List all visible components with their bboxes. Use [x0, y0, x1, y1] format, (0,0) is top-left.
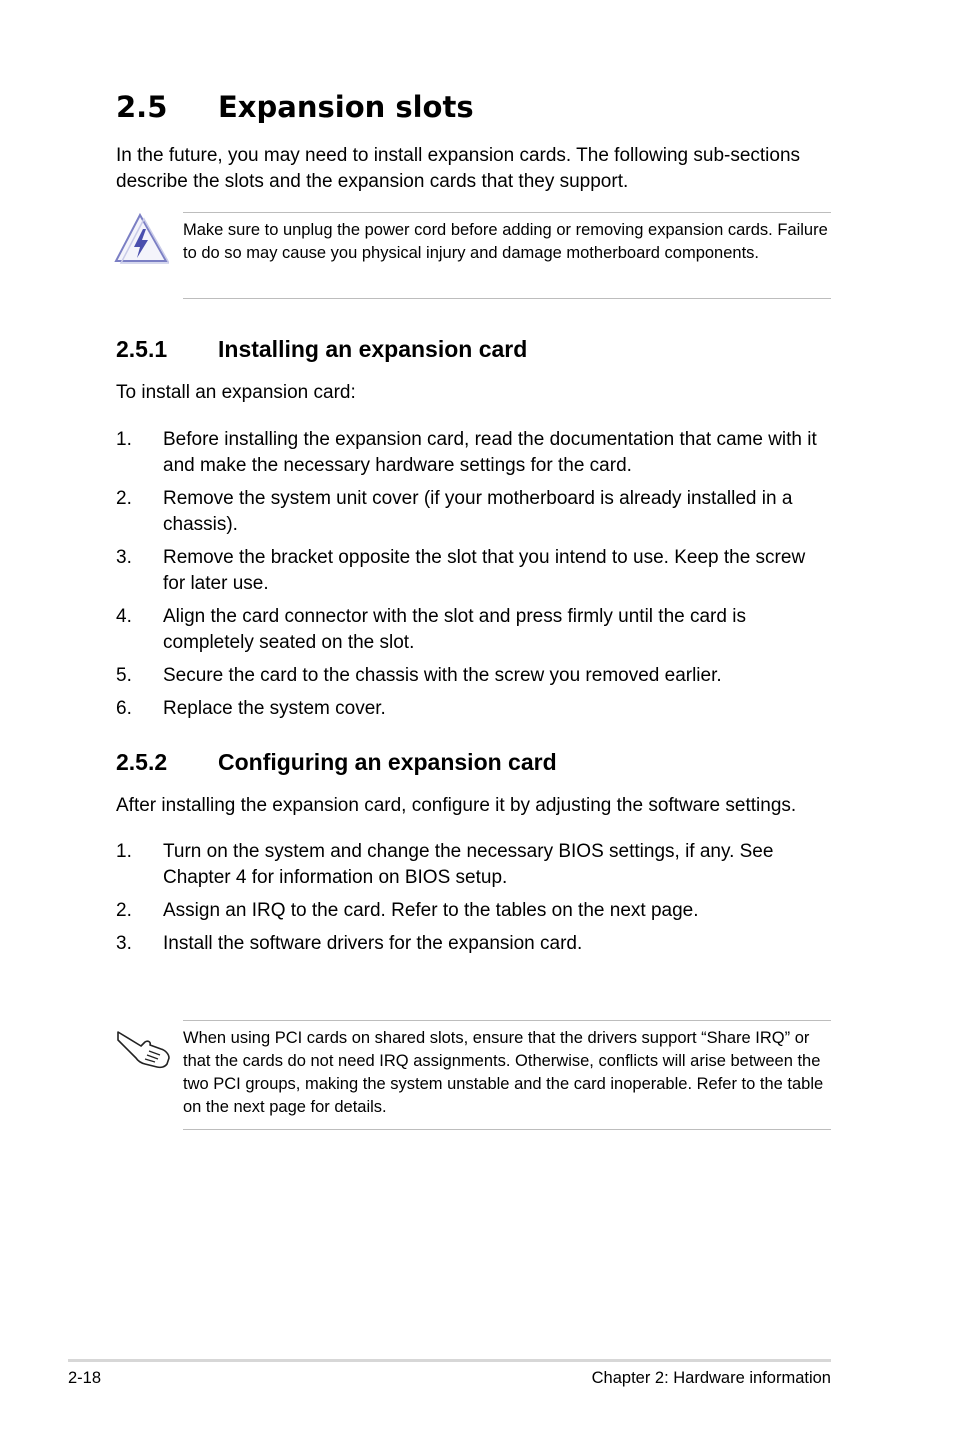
subsection-title: Configuring an expansion card — [218, 749, 557, 775]
intro-paragraph: In the future, you may need to install expansion cards. The following sub-sections describe the slots and the expansion cards that they support. — [116, 145, 801, 192]
subsection-number: 2.5.2 — [116, 749, 168, 775]
section-number: 2.5 — [116, 90, 168, 124]
list-item: 1. Before installing the expansion card, read the documentation that came with it and make the necessary hardware settings for the card. — [116, 429, 817, 476]
info-note — [183, 1020, 831, 1130]
warning-lightning-icon — [113, 212, 169, 269]
list-item: 3. Remove the bracket opposite the slot that you intend to use. Keep the screw for later use. — [116, 547, 806, 594]
install-lead: To install an expansion card: — [116, 382, 356, 403]
list-item: 1. Turn on the system and change the necessary BIOS settings, if any. See Chapter 4 for information on BIOS setup. — [116, 841, 774, 888]
subsection-title: Installing an expansion card — [218, 336, 528, 362]
warning-text: Make sure to unplug the power cord before adding or removing expansion cards. Failure to do so may cause you physical injury and damage motherboard components. — [183, 221, 828, 262]
section-heading — [116, 90, 474, 124]
info-note-text: When using PCI cards on shared slots, ensure that the drivers support “Share IRQ” or that the cards do not need IRQ assignments. Otherwise, conflicts will arise between the two PCI groups, making the system unstable and the card inoperable. Refer to the table on the next page for details. — [183, 1029, 824, 1116]
list-item: 4. Align the card connector with the slot and press firmly until the card is completely seated on the slot. — [116, 606, 746, 653]
list-item: 6. Replace the system cover. — [116, 698, 386, 719]
list-item: 2. Assign an IRQ to the card. Refer to the tables on the next page. — [116, 900, 699, 921]
warning-note — [183, 212, 831, 299]
list-item: 3. Install the software drivers for the expansion card. — [116, 933, 583, 954]
list-item: 5. Secure the card to the chassis with the screw you removed earlier. — [116, 665, 722, 686]
page-number: 2-18 — [68, 1369, 102, 1387]
configure-lead: After installing the expansion card, configure it by adjusting the software settings. — [116, 795, 797, 816]
section-title: Expansion slots — [218, 90, 474, 124]
subsection-number: 2.5.1 — [116, 336, 168, 362]
install-steps-list — [116, 427, 831, 729]
chapter-title: Chapter 2: Hardware information — [591, 1369, 831, 1387]
subsection-heading-install — [116, 336, 527, 363]
footer-divider — [68, 1359, 831, 1362]
configure-steps-list — [116, 839, 831, 964]
list-item: 2. Remove the system unit cover (if your motherboard is already installed in a chassis). — [116, 488, 793, 535]
pointing-hand-icon — [115, 1024, 173, 1075]
subsection-heading-configure — [116, 749, 557, 776]
